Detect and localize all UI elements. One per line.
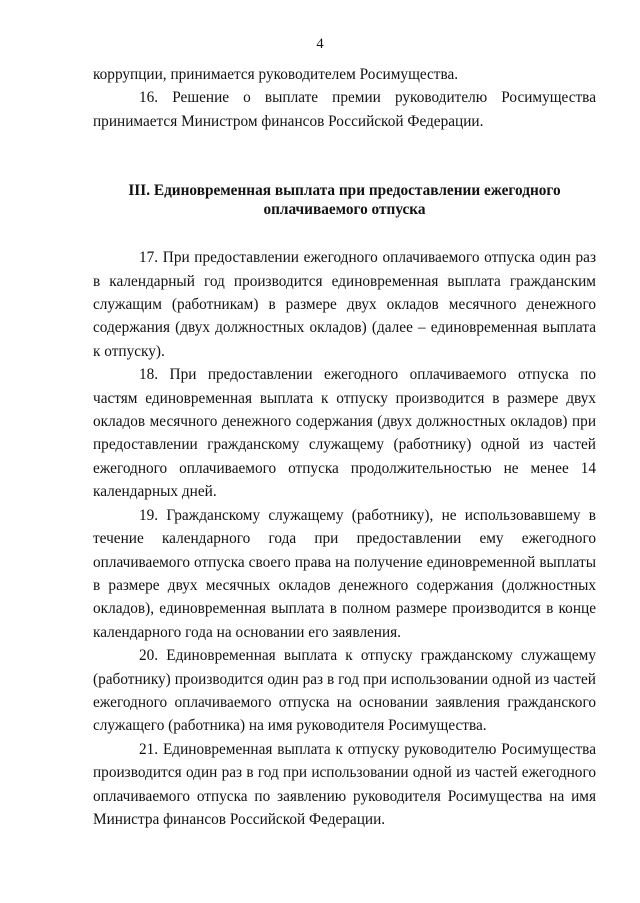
paragraph-19: 19. Гражданскому служащему (работнику), не использовавшему в течение календарного года при предоставлении ему ежегодного оплачиваемого отпуска своего права на получение единовременной выплаты в размере двух месячных окладов денежного содержания (должностных окладов), единовременная выплата в полном размере производится в конце календарного года на основании его заявления.	[93, 506, 596, 641]
paragraph-21: 21. Единовременная выплата к отпуску руководителю Росимущества производится один раз в год при использовании одной из частей ежегодного оплачиваемого отпуска по заявлению руководителя Росимущества на имя Министра финансов Российской Федерации.	[93, 740, 596, 828]
paragraph-18: 18. При предоставлении ежегодного оплачиваемого отпуска по частям единовременная выплата к отпуску производится в размере двух окладов месячного денежного содержания (двух должностных окладов) при предоставлении гражданскому служащему (работнику) одной из частей ежегодного оплачиваемого отпуска продолжительностью не менее 14 календарных дней.	[93, 366, 596, 501]
paragraph-17: 17. При предоставлении ежегодного оплачиваемого отпуска один раз в календарный год производится единовременная выплата гражданским служащим (работникам) в размере двух окладов месячного денежного содержания (двух должностных окладов) (далее – единовременная выплата к отпуску).	[93, 249, 596, 360]
paragraph-continuation: коррупции, принимается руководителем Росимущества.	[93, 66, 459, 83]
paragraph-16: 16. Решение о выплате премии руководителю Росимущества принимается Министром финансов Российской Федерации.	[93, 89, 596, 130]
section-heading-line-1: III. Единовременная выплата при предоставлении ежегодного	[128, 182, 561, 200]
section-heading	[93, 181, 596, 219]
paragraph-20: 20. Единовременная выплата к отпуску гражданскому служащему (работнику) производится один раз в год при использовании одной из частей ежегодного оплачиваемого отпуска на основании заявления гражданского служащего (работника) на имя руководителя Росимущества.	[93, 647, 596, 735]
section-heading-line-2: оплачиваемого отпуска	[263, 201, 426, 219]
page-number: 4	[316, 36, 324, 52]
document-body	[93, 63, 596, 831]
